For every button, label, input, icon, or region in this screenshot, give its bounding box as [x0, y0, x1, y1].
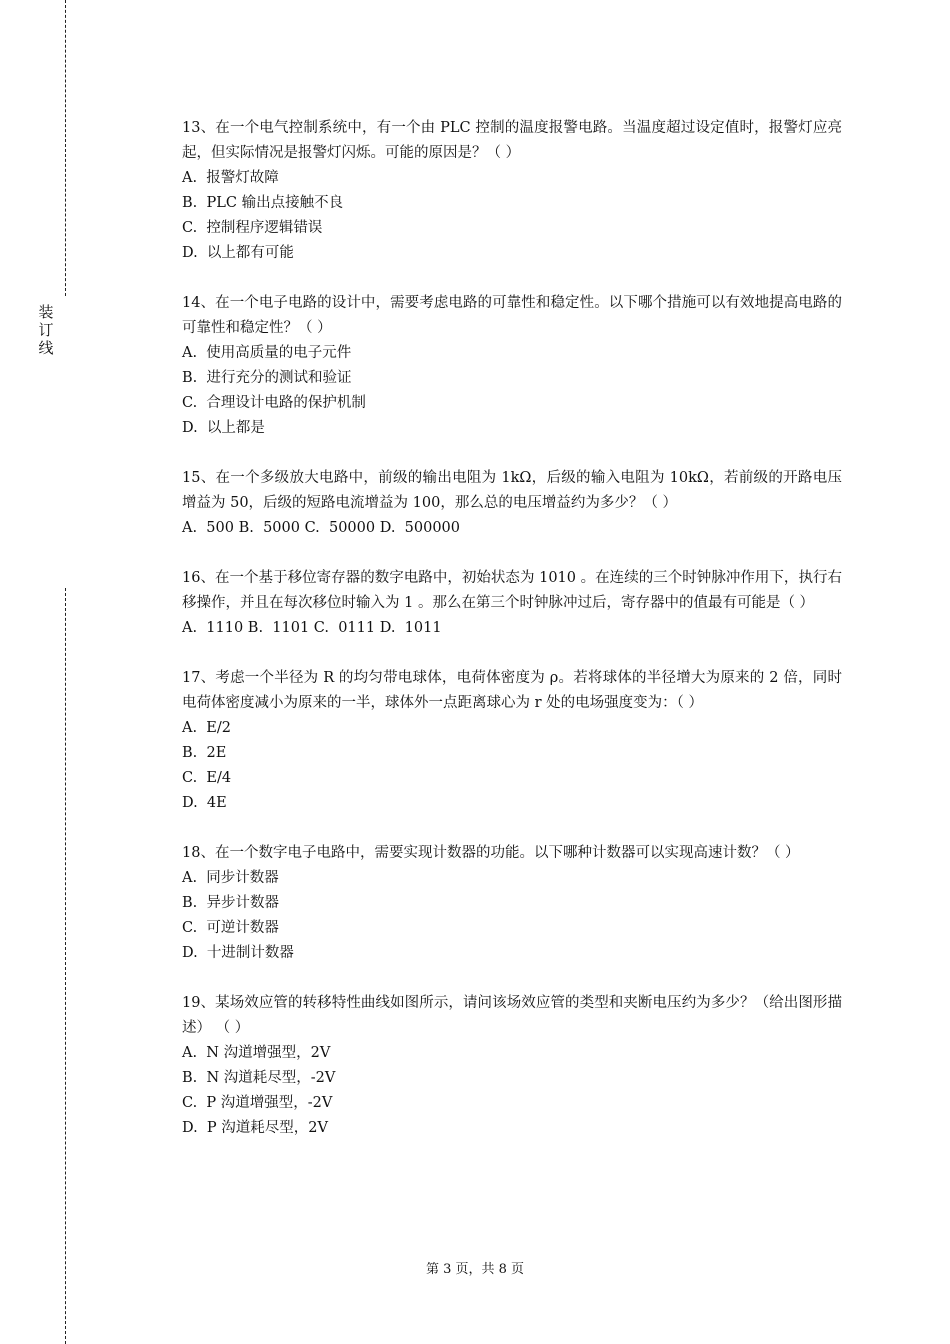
- options-line: A. 1110 B. 1101 C. 0111 D. 1011: [182, 620, 442, 636]
- option-d: D. 4E: [182, 795, 227, 811]
- question-13: [182, 116, 842, 266]
- option-a: A. N 沟道增强型，2V: [182, 1045, 331, 1061]
- question-16: [182, 566, 842, 641]
- option-a: A. 报警灯故障: [182, 170, 279, 186]
- options-line: A. 500 B. 5000 C. 50000 D. 500000: [182, 520, 461, 536]
- question-stem: 19、某场效应管的转移特性曲线如图所示，请问该场效应管的类型和夹断电压约为多少？（给出图形描述） （ ）: [182, 995, 842, 1036]
- option-d: D. 以上都有可能: [182, 245, 294, 261]
- option-b: B. 2E: [182, 745, 227, 761]
- option-a: A. E/2: [182, 720, 231, 736]
- option-c: C. E/4: [182, 770, 232, 786]
- question-list: [182, 116, 842, 1166]
- binding-char: 线: [38, 339, 54, 357]
- question-17: [182, 666, 842, 816]
- question-15: [182, 466, 842, 541]
- option-d: D. 十进制计数器: [182, 945, 294, 961]
- option-c: C. 控制程序逻辑错误: [182, 220, 323, 236]
- question-19: [182, 991, 842, 1141]
- question-stem: 13、在一个电气控制系统中，有一个由 PLC 控制的温度报警电路。当温度超过设定值时，报警灯应亮起，但实际情况是报警灯闪烁。可能的原因是？（ ）: [182, 120, 842, 161]
- question-18: [182, 841, 842, 966]
- option-c: C. P 沟道增强型，-2V: [182, 1095, 333, 1111]
- question-stem: 14、在一个电子电路的设计中，需要考虑电路的可靠性和稳定性。以下哪个措施可以有效地提高电路的可靠性和稳定性？（ ）: [182, 295, 842, 336]
- binding-char: 装: [38, 303, 54, 321]
- option-c: C. 可逆计数器: [182, 920, 279, 936]
- option-d: D. 以上都是: [182, 420, 265, 436]
- page-number: 第 3 页，共 8 页: [425, 1262, 525, 1277]
- binding-char: 订: [38, 321, 54, 339]
- option-b: B. 异步计数器: [182, 895, 279, 911]
- option-b: B. PLC 输出点接触不良: [182, 195, 344, 211]
- binding-line-bottom: [65, 588, 66, 1344]
- question-stem: 15、在一个多级放大电路中，前级的输出电阻为 1kΩ，后级的输入电阻为 10kΩ，若前级的开路电压增益为 50，后级的短路电流增益为 100，那么总的电压增益约为多少？（ ）: [182, 470, 842, 511]
- question-stem: 16、在一个基于移位寄存器的数字电路中，初始状态为 1010 。在连续的三个时钟脉冲作用下，执行右移操作，并且在每次移位时输入为 1 。那么在第三个时钟脉冲过后，寄存器中的值最有可能是（ ）: [182, 570, 842, 611]
- question-stem: 17、考虑一个半径为 R 的均匀带电球体，电荷体密度为 ρ。若将球体的半径增大为原来的 2 倍，同时电荷体密度减小为原来的一半，球体外一点距离球心为 r 处的电场强度变为：（ ）: [182, 670, 842, 711]
- option-c: C. 合理设计电路的保护机制: [182, 395, 366, 411]
- question-14: [182, 291, 842, 441]
- option-a: A. 同步计数器: [182, 870, 279, 886]
- binding-line-top: [65, 0, 66, 296]
- option-d: D. P 沟道耗尽型，2V: [182, 1120, 328, 1136]
- binding-label: [36, 303, 56, 357]
- question-stem: 18、在一个数字电子电路中，需要实现计数器的功能。以下哪种计数器可以实现高速计数？（ ）: [182, 845, 800, 861]
- option-b: B. N 沟道耗尽型，-2V: [182, 1070, 336, 1086]
- option-b: B. 进行充分的测试和验证: [182, 370, 352, 386]
- option-a: A. 使用高质量的电子元件: [182, 345, 352, 361]
